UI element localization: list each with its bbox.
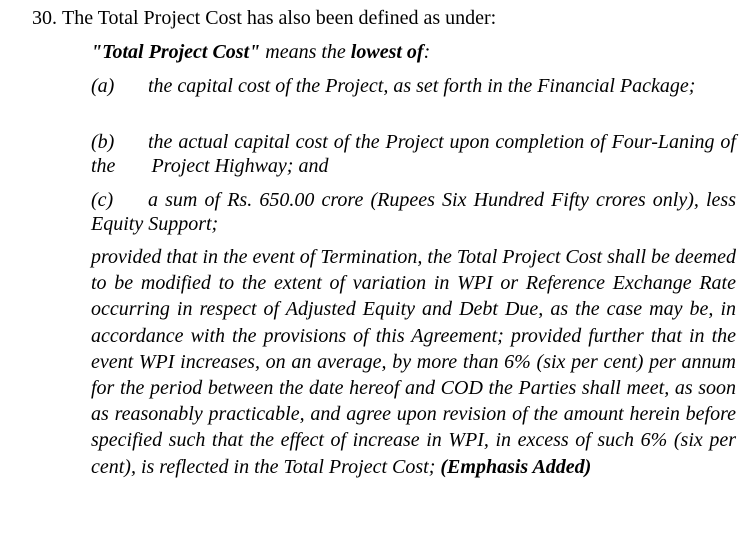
clause-marker-c: (c): [91, 189, 114, 211]
defined-term: "Total Project Cost": [91, 41, 261, 63]
clause-item-c: [91, 188, 736, 236]
definition-line: [91, 40, 736, 64]
clause-text-b-part-2: Project Highway; and: [151, 155, 329, 177]
clause-text-a: the capital cost of the Project, as set forth in the Financial Package;: [148, 75, 696, 97]
paragraph-heading-text: The Total Project Cost has also been defined as under:: [62, 7, 497, 29]
paragraph-number: 30.: [32, 7, 57, 29]
emphasis-note: (Emphasis Added): [440, 455, 592, 478]
definition-colon: :: [423, 41, 431, 63]
clause-item-b: [91, 130, 736, 178]
definition-keyword: lowest of: [350, 41, 424, 63]
clause-text-b-part-1: the actual capital cost of the Project upon completion of Four-Laning of the: [91, 131, 736, 177]
proviso-paragraph: [91, 244, 736, 480]
paragraph-heading: [32, 6, 496, 30]
clause-text-c: a sum of Rs. 650.00 crore (Rupees Six Hundred Fifty crores only), less Equity Support;: [91, 189, 736, 235]
clause-marker-a: (a): [91, 75, 115, 97]
clause-marker-b: (b): [91, 131, 115, 153]
proviso-text: provided that in the event of Termination, the Total Project Cost shall be deemed to be modified to the extent of variation in WPI or Reference Exchange Rate occurring in respect of Adjusted Equity and Debt Due, as the case may be, in accordance with the provisions of this Agreement; provided further that in the event WPI increases, on an average, by more than 6% (six per cent) per annum for the period between the date hereof and COD the Parties shall meet, as soon as reasonably practicable, and agree upon revision of the amount herein before specified such that the effect of increase in WPI, in excess of such 6% (six per cent), is reflected in the Total Project Cost;: [91, 246, 736, 478]
definition-connector: means the: [260, 41, 351, 63]
clause-item-a: [91, 74, 736, 98]
